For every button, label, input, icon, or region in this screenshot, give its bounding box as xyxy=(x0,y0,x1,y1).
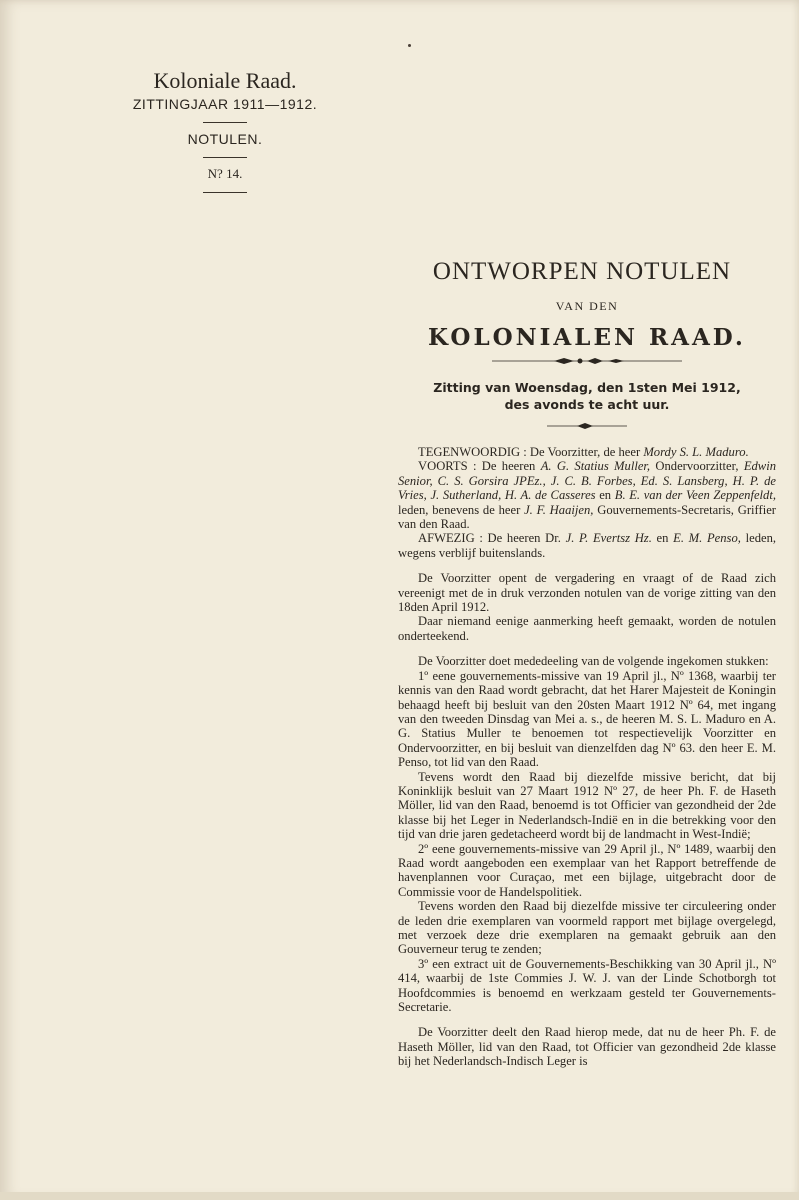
ornament-divider xyxy=(492,355,682,367)
session-year: ZITTINGJAAR 1911—1912. xyxy=(132,96,318,112)
paragraph: Daar niemand eenige aanmerking heeft gemaakt, worden de notulen onderteekend. xyxy=(398,614,776,643)
attendance-also: VOORTS : De heeren A. G. Statius Muller, Ondervoorzitter, Edwin Senior, C. S. Gorsira JPEz., J. C. B. Forbes, Ed. S. Lansberg, H. P. de Vries, J. Sutherland, H. A. de Casseres en B. E. van der Veen Zeppenfeldt, leden, benevens de heer J. F. Haaijen, Gouvernements-Secretaris, Griffier van den Raad. xyxy=(398,459,776,532)
main-title: ONTWORPEN NOTULEN xyxy=(432,258,732,285)
session-date: Zitting van Woensdag, den 1sten Mei 1912, xyxy=(433,380,741,395)
divider xyxy=(203,192,247,193)
council-title: KOLONIALEN RAAD. xyxy=(428,324,746,351)
attendance-absent: AFWEZIG : De heeren Dr. J. P. Evertsz Hz. en E. M. Penso, leden, wegens verblijf buitenslands. xyxy=(398,531,777,560)
small-ornament xyxy=(547,421,627,431)
paragraph: De Voorzitter opent de vergadering en vraagt of de Raad zich vereenigt met de in druk verzonden notulen van de vorige zitting van den 18den April 1912. xyxy=(398,571,776,615)
ink-speck xyxy=(408,44,411,47)
paragraph: 3º een extract uit de Gouvernements-Beschikking van 30 April jl., Nº 414, waarbij de 1ste Commies J. W. J. van der Linde Schotborgh tot Hoofdcommies is benoemd en werkzaam gesteld ter Gouvernements-Secretarie. xyxy=(398,956,776,1015)
divider xyxy=(203,122,247,123)
paragraph: De Voorzitter deelt den Raad hierop mede, dat nu de heer Ph. F. de Haseth Möller, lid van den Raad, tot Officier van gezondheid 2de klasse bij het Nederlandsch-Indisch Leger is xyxy=(398,1025,776,1069)
attendance-present: TEGENWOORDIG : De Voorzitter, de heer Mordy S. L. Maduro. xyxy=(418,445,749,459)
page-edge xyxy=(0,1192,799,1200)
paragraph: Tevens wordt den Raad bij diezelfde missive bericht, dat bij Koninklijk besluit van 27 Maart 1912 Nº 27, de heer Ph. F. de Haseth Möller, lid van den Raad, benoemd is tot Officier van gezondheid der 2de klasse bij het Leger in Nederlandsch-Indië en in die betrekking voor den tijd van drie jaren gedetacheerd wordt bij de landmacht in West-Indië; xyxy=(398,769,776,842)
paragraph: Tevens worden den Raad bij diezelfde missive ter circuleering onder de leden drie exemplaren van voormeld rapport met bijlage overgelegd, met verzoek deze drie exemplaren na gemaakt gebruik aan den Gouverneur terug te zenden; xyxy=(398,899,776,957)
document-number: N? 14. xyxy=(207,166,243,181)
minutes-body xyxy=(398,445,776,1069)
council-name: Koloniale Raad. xyxy=(153,68,297,93)
paragraph: 1º eene gouvernements-missive van 19 April jl., Nº 1368, waarbij ter kennis van den Raad wordt gebracht, dat het Harer Majesteit de Koningin behaagd heeft bij besluit van den 20sten Maart 1912 Nº 64, met ingang van den tweeden Dinsdag van Mei a. s., de heeren M. S. L. Maduro en A. G. Statius Muller te benoemen tot respectievelijk Voorzitter en Ondervoorzitter, en bij besluit van dienzelfden dag Nº 63. den heer E. M. Penso, tot lid van den Raad. xyxy=(398,668,776,770)
title-block xyxy=(398,258,776,431)
session-time: des avonds te acht uur. xyxy=(504,397,670,412)
minutes-label: NOTULEN. xyxy=(187,131,263,147)
title-connector: VAN DEN xyxy=(555,299,619,313)
session-line xyxy=(398,379,776,413)
divider xyxy=(203,157,247,158)
paragraph: De Voorzitter doet mededeeling van de volgende ingekomen stukken: xyxy=(418,654,769,669)
paragraph: 2º eene gouvernements-missive van 29 April jl., Nº 1489, waarbij den Raad wordt aangeboden een exemplaar van het Rapport betreffende de havenplannen voor Curaçao, met een bijlage, uitgebracht door de Commissie voor de Handelspolitiek. xyxy=(398,841,776,899)
header-block xyxy=(100,68,350,201)
